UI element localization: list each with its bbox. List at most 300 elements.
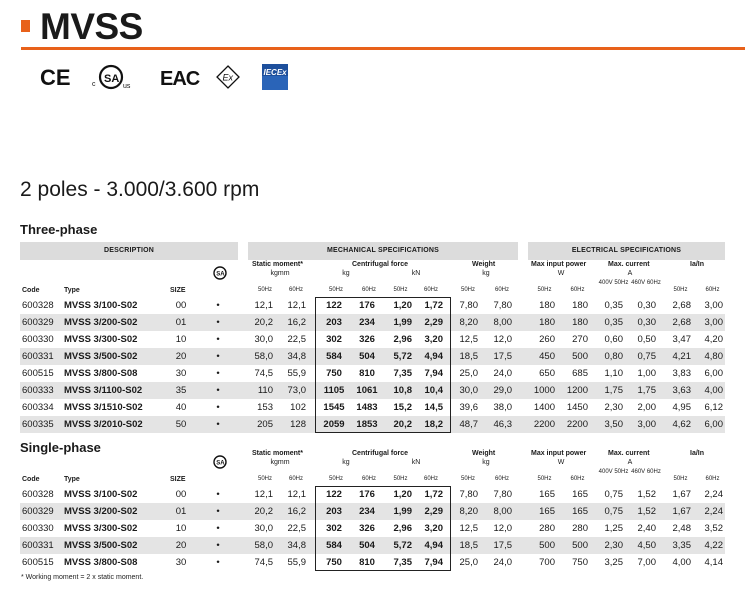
single-phase-title: Single-phase bbox=[20, 440, 101, 455]
page-title: MVSS bbox=[40, 6, 143, 47]
table-cell: 8,20 bbox=[459, 506, 478, 517]
table-cell: 1,72 bbox=[424, 489, 443, 500]
table-cell: 102 bbox=[290, 402, 306, 413]
table-cell: 25,0 bbox=[459, 557, 478, 568]
table-cell: 74,5 bbox=[254, 557, 273, 568]
table-cell: MVSS 3/100-S02 bbox=[64, 489, 138, 500]
table-cell: 326 bbox=[359, 523, 375, 534]
frequency-label: 60Hz bbox=[423, 287, 438, 293]
table-cell: 15,2 bbox=[393, 402, 412, 413]
table-cell: • bbox=[216, 385, 220, 396]
static-moment-unit: kgmm bbox=[270, 270, 290, 277]
table-cell: 55,9 bbox=[287, 368, 306, 379]
frequency-label: 50Hz bbox=[673, 287, 688, 293]
table-cell: 2,68 bbox=[672, 300, 691, 311]
footnote: * Working moment = 2 x static moment. bbox=[21, 574, 144, 581]
table-cell: 600515 bbox=[22, 368, 54, 379]
frequency-label: 60Hz bbox=[423, 476, 438, 482]
table-cell: 2,29 bbox=[424, 317, 443, 328]
table-cell: 4,80 bbox=[704, 351, 723, 362]
table-cell: 7,80 bbox=[493, 489, 512, 500]
table-cell: 650 bbox=[539, 368, 555, 379]
table-cell: 600515 bbox=[22, 557, 54, 568]
centrifugal-force-box bbox=[315, 486, 451, 571]
table-cell: 4,00 bbox=[672, 557, 691, 568]
frequency-label: 50Hz bbox=[537, 476, 552, 482]
table-cell: 1,72 bbox=[424, 300, 443, 311]
table-cell: 4,00 bbox=[704, 385, 723, 396]
table-cell: 30 bbox=[175, 557, 187, 568]
size-label: SIZE bbox=[170, 287, 186, 294]
table-cell: 8,00 bbox=[493, 506, 512, 517]
table-cell: 24,0 bbox=[493, 557, 512, 568]
table-cell: • bbox=[216, 317, 220, 328]
table-cell: 4,50 bbox=[637, 540, 656, 551]
table-cell: 234 bbox=[359, 317, 375, 328]
table-cell: 0,30 bbox=[637, 317, 656, 328]
max-current-label: Max. current bbox=[608, 450, 650, 457]
table-cell: 584 bbox=[326, 540, 342, 551]
voltage-frequency-label: 400V 50Hz bbox=[598, 280, 629, 286]
table-cell: 17,5 bbox=[493, 540, 512, 551]
table-cell: 0,35 bbox=[604, 317, 623, 328]
table-cell: • bbox=[216, 334, 220, 345]
table-cell: 2059 bbox=[323, 419, 345, 430]
table-cell: 4,94 bbox=[424, 351, 443, 362]
table-cell: 600331 bbox=[22, 351, 54, 362]
table-cell: 20,2 bbox=[393, 419, 412, 430]
svg-text:SA: SA bbox=[104, 73, 120, 85]
three-phase-title: Three-phase bbox=[20, 222, 98, 237]
table-cell: 600329 bbox=[22, 317, 54, 328]
frequency-label: 60Hz bbox=[705, 287, 720, 293]
table-cell: 12,0 bbox=[493, 523, 512, 534]
table-cell: 3,20 bbox=[424, 523, 443, 534]
max-input-power-label: Max input power bbox=[531, 261, 587, 268]
table-cell: MVSS 3/200-S02 bbox=[64, 317, 138, 328]
table-cell: 16,2 bbox=[287, 506, 306, 517]
table-cell: • bbox=[216, 402, 220, 413]
table-cell: 12,5 bbox=[459, 334, 478, 345]
table-cell: 1,52 bbox=[637, 489, 656, 500]
frequency-label: 50Hz bbox=[328, 287, 343, 293]
table-cell: 16,2 bbox=[287, 317, 306, 328]
table-cell: 0,30 bbox=[637, 300, 656, 311]
table-cell: 25,0 bbox=[459, 368, 478, 379]
table-cell: 0,75 bbox=[604, 506, 623, 517]
table-cell: 203 bbox=[326, 506, 342, 517]
table-cell: 3,00 bbox=[704, 300, 723, 311]
table-cell: 2,30 bbox=[604, 540, 623, 551]
table-cell: 14,5 bbox=[424, 402, 443, 413]
power-unit: W bbox=[557, 270, 565, 277]
table-cell: 3,25 bbox=[604, 557, 623, 568]
table-cell: 2,96 bbox=[393, 523, 412, 534]
table-cell: 2,00 bbox=[637, 402, 656, 413]
current-unit: A bbox=[627, 459, 633, 466]
table-cell: 600329 bbox=[22, 506, 54, 517]
table-cell: 500 bbox=[572, 351, 588, 362]
eac-mark-icon bbox=[160, 64, 200, 90]
title-rule bbox=[21, 47, 745, 50]
table-cell: • bbox=[216, 368, 220, 379]
csa-mark-icon bbox=[212, 455, 228, 469]
table-cell: 58,0 bbox=[254, 351, 273, 362]
csa-mark-icon bbox=[92, 64, 136, 92]
table-cell: 750 bbox=[572, 557, 588, 568]
table-cell: 500 bbox=[572, 540, 588, 551]
svg-text:SA: SA bbox=[216, 271, 225, 278]
section-title: 2 poles - 3.000/3.600 rpm bbox=[20, 178, 260, 201]
table-cell: 4,14 bbox=[704, 557, 723, 568]
table-cell: 180 bbox=[539, 317, 555, 328]
table-cell: • bbox=[216, 351, 220, 362]
table-cell: 30,0 bbox=[459, 385, 478, 396]
table-cell: 4,22 bbox=[704, 540, 723, 551]
svg-text:Ex: Ex bbox=[222, 72, 234, 83]
frequency-label: 50Hz bbox=[537, 287, 552, 293]
kg-unit: kg bbox=[342, 459, 350, 466]
table-cell: 3,50 bbox=[604, 419, 623, 430]
table-cell: 12,1 bbox=[254, 300, 273, 311]
frequency-label: 60Hz bbox=[361, 476, 376, 482]
table-cell: 12,1 bbox=[254, 489, 273, 500]
table-cell: 4,95 bbox=[672, 402, 691, 413]
table-cell: MVSS 3/800-S08 bbox=[64, 368, 138, 379]
table-cell: 584 bbox=[326, 351, 342, 362]
table-cell: 2,68 bbox=[672, 317, 691, 328]
table-cell: • bbox=[216, 300, 220, 311]
table-cell: 1,10 bbox=[604, 368, 623, 379]
ce-mark-icon bbox=[40, 64, 74, 90]
ex-mark-icon bbox=[214, 64, 242, 90]
table-cell: 24,0 bbox=[493, 368, 512, 379]
table-cell: 203 bbox=[326, 317, 342, 328]
table-cell: 1,99 bbox=[393, 317, 412, 328]
table-cell: 12,0 bbox=[493, 334, 512, 345]
table-cell: 122 bbox=[326, 489, 342, 500]
table-cell: 1,75 bbox=[637, 385, 656, 396]
table-cell: 5,72 bbox=[393, 351, 412, 362]
current-unit: A bbox=[627, 270, 633, 277]
table-cell: 165 bbox=[539, 506, 555, 517]
frequency-label: 60Hz bbox=[570, 287, 585, 293]
table-cell: 39,6 bbox=[459, 402, 478, 413]
frequency-label: 50Hz bbox=[328, 476, 343, 482]
static-moment-label: Static moment* bbox=[252, 450, 303, 457]
table-cell: • bbox=[216, 506, 220, 517]
code-label: Code bbox=[22, 287, 40, 294]
table-cell: 50 bbox=[175, 419, 187, 430]
table-cell: 0,35 bbox=[604, 300, 623, 311]
table-cell: 20,2 bbox=[254, 506, 273, 517]
table-cell: 600333 bbox=[22, 385, 54, 396]
table-cell: 1,25 bbox=[604, 523, 623, 534]
table-cell: 58,0 bbox=[254, 540, 273, 551]
table-cell: 4,94 bbox=[424, 540, 443, 551]
centrifugal-force-label: Centrifugal force bbox=[352, 261, 409, 268]
table-cell: 48,7 bbox=[459, 419, 478, 430]
power-unit: W bbox=[557, 459, 565, 466]
table-cell: 0,75 bbox=[637, 351, 656, 362]
table-cell: 10 bbox=[175, 334, 187, 345]
table-cell: 504 bbox=[359, 351, 375, 362]
frequency-label: 60Hz bbox=[361, 287, 376, 293]
table-cell: 600330 bbox=[22, 334, 54, 345]
table-cell: 810 bbox=[359, 557, 375, 568]
table-cell: 1,52 bbox=[637, 506, 656, 517]
frequency-label: 60Hz bbox=[705, 476, 720, 482]
table-cell: 2,96 bbox=[393, 334, 412, 345]
table-cell: 600328 bbox=[22, 300, 54, 311]
table-cell: 1,75 bbox=[604, 385, 623, 396]
table-cell: 280 bbox=[539, 523, 555, 534]
table-cell: 12,1 bbox=[287, 300, 306, 311]
table-cell: 34,8 bbox=[287, 540, 306, 551]
table-cell: • bbox=[216, 540, 220, 551]
table-cell: 00 bbox=[175, 489, 187, 500]
table-cell: 600330 bbox=[22, 523, 54, 534]
table-cell: 3,00 bbox=[637, 419, 656, 430]
table-cell: 260 bbox=[539, 334, 555, 345]
table-cell: 01 bbox=[175, 317, 187, 328]
table-cell: 30,0 bbox=[254, 334, 273, 345]
table-cell: 5,72 bbox=[393, 540, 412, 551]
type-label: Type bbox=[64, 476, 80, 483]
table-cell: 0,80 bbox=[604, 351, 623, 362]
table-cell: 20 bbox=[175, 351, 187, 362]
weight-label: Weight bbox=[472, 450, 496, 457]
table-cell: 8,20 bbox=[459, 317, 478, 328]
table-cell: 7,80 bbox=[459, 300, 478, 311]
table-cell: 7,94 bbox=[424, 557, 443, 568]
table-cell: 3,83 bbox=[672, 368, 691, 379]
table-cell: 46,3 bbox=[493, 419, 512, 430]
table-cell: 3,52 bbox=[704, 523, 723, 534]
table-cell: 6,12 bbox=[704, 402, 723, 413]
svg-text:SA: SA bbox=[216, 460, 225, 467]
table-cell: 600334 bbox=[22, 402, 54, 413]
table-cell: 1450 bbox=[566, 402, 588, 413]
table-cell: • bbox=[216, 489, 220, 500]
table-cell: 2200 bbox=[566, 419, 588, 430]
table-cell: 0,60 bbox=[604, 334, 623, 345]
table-cell: 35 bbox=[175, 385, 187, 396]
voltage-frequency-label: 460V 60Hz bbox=[631, 280, 661, 286]
table-cell: 74,5 bbox=[254, 368, 273, 379]
svg-text:c: c bbox=[92, 81, 96, 88]
table-cell: 504 bbox=[359, 540, 375, 551]
table-cell: 600331 bbox=[22, 540, 54, 551]
voltage-frequency-label: 400V 50Hz bbox=[598, 469, 629, 475]
table-cell: 1200 bbox=[566, 385, 588, 396]
frequency-label: 50Hz bbox=[257, 476, 272, 482]
table-cell: 40 bbox=[175, 402, 187, 413]
table-cell: 7,94 bbox=[424, 368, 443, 379]
table-cell: 6,00 bbox=[704, 368, 723, 379]
table-cell: 01 bbox=[175, 506, 187, 517]
frequency-label: 60Hz bbox=[494, 287, 509, 293]
table-cell: MVSS 3/200-S02 bbox=[64, 506, 138, 517]
table-cell: 1,67 bbox=[672, 506, 691, 517]
description-band: DESCRIPTION bbox=[20, 242, 238, 260]
table-cell: 17,5 bbox=[493, 351, 512, 362]
table-cell: 1,67 bbox=[672, 489, 691, 500]
table-cell: 165 bbox=[572, 489, 588, 500]
table-cell: 165 bbox=[539, 489, 555, 500]
max-input-power-label: Max input power bbox=[531, 450, 587, 457]
table-cell: 280 bbox=[572, 523, 588, 534]
table-cell: 180 bbox=[539, 300, 555, 311]
table-cell: MVSS 3/300-S02 bbox=[64, 334, 138, 345]
table-cell: MVSS 3/1510-S02 bbox=[64, 402, 143, 413]
table-cell: 3,63 bbox=[672, 385, 691, 396]
table-cell: 176 bbox=[359, 300, 375, 311]
table-cell: 4,21 bbox=[672, 351, 691, 362]
svg-text:CE: CE bbox=[40, 65, 71, 90]
table-cell: 270 bbox=[572, 334, 588, 345]
table-cell: 7,35 bbox=[393, 557, 412, 568]
table-cell: 1000 bbox=[533, 385, 555, 396]
centrifugal-force-box bbox=[315, 297, 451, 433]
frequency-label: 60Hz bbox=[494, 476, 509, 482]
table-cell: 234 bbox=[359, 506, 375, 517]
table-cell: 750 bbox=[326, 557, 342, 568]
table-cell: 0,50 bbox=[637, 334, 656, 345]
svg-text:EAC: EAC bbox=[160, 68, 200, 90]
frequency-label: 50Hz bbox=[393, 476, 408, 482]
table-cell: 3,47 bbox=[672, 334, 691, 345]
table-cell: 302 bbox=[326, 334, 342, 345]
table-cell: 20 bbox=[175, 540, 187, 551]
table-cell: 38,0 bbox=[493, 402, 512, 413]
table-cell: 2,24 bbox=[704, 489, 723, 500]
frequency-label: 60Hz bbox=[288, 476, 303, 482]
table-cell: MVSS 3/300-S02 bbox=[64, 523, 138, 534]
table-cell: 205 bbox=[257, 419, 273, 430]
table-cell: 2,48 bbox=[672, 523, 691, 534]
table-cell: 1061 bbox=[356, 385, 378, 396]
static-moment-unit: kgmm bbox=[270, 459, 290, 466]
table-cell: 20,2 bbox=[254, 317, 273, 328]
table-cell: MVSS 3/500-S02 bbox=[64, 351, 138, 362]
table-cell: 1,00 bbox=[637, 368, 656, 379]
table-cell: 153 bbox=[257, 402, 273, 413]
table-cell: 3,35 bbox=[672, 540, 691, 551]
table-cell: 3,20 bbox=[424, 334, 443, 345]
table-cell: 7,00 bbox=[637, 557, 656, 568]
svg-text:IECEx: IECEx bbox=[263, 68, 287, 77]
table-cell: 2,40 bbox=[637, 523, 656, 534]
table-cell: 18,5 bbox=[459, 351, 478, 362]
table-cell: MVSS 3/1100-S02 bbox=[64, 385, 143, 396]
table-cell: MVSS 3/2010-S02 bbox=[64, 419, 143, 430]
table-cell: 122 bbox=[326, 300, 342, 311]
table-cell: 4,20 bbox=[704, 334, 723, 345]
table-cell: 29,0 bbox=[493, 385, 512, 396]
table-cell: 73,0 bbox=[287, 385, 306, 396]
table-cell: 128 bbox=[290, 419, 306, 430]
voltage-frequency-label: 460V 60Hz bbox=[631, 469, 661, 475]
table-cell: 3,00 bbox=[704, 317, 723, 328]
frequency-label: 50Hz bbox=[460, 287, 475, 293]
frequency-label: 50Hz bbox=[257, 287, 272, 293]
table-cell: 1,20 bbox=[393, 489, 412, 500]
table-cell: 176 bbox=[359, 489, 375, 500]
table-cell: 1,20 bbox=[393, 300, 412, 311]
title-accent-square bbox=[21, 20, 30, 32]
table-cell: • bbox=[216, 419, 220, 430]
table-cell: 55,9 bbox=[287, 557, 306, 568]
centrifugal-force-label: Centrifugal force bbox=[352, 450, 409, 457]
table-cell: 30,0 bbox=[254, 523, 273, 534]
table-cell: 7,35 bbox=[393, 368, 412, 379]
table-cell: 326 bbox=[359, 334, 375, 345]
table-cell: MVSS 3/800-S08 bbox=[64, 557, 138, 568]
table-cell: MVSS 3/500-S02 bbox=[64, 540, 138, 551]
table-cell: 0,75 bbox=[604, 489, 623, 500]
table-cell: • bbox=[216, 523, 220, 534]
table-cell: 180 bbox=[572, 317, 588, 328]
table-cell: 18,5 bbox=[459, 540, 478, 551]
table-cell: 2200 bbox=[533, 419, 555, 430]
table-cell: 7,80 bbox=[459, 489, 478, 500]
table-cell: 685 bbox=[572, 368, 588, 379]
frequency-label: 50Hz bbox=[460, 476, 475, 482]
iecex-mark-icon bbox=[262, 64, 288, 90]
table-cell: 22,5 bbox=[287, 334, 306, 345]
table-cell: 2,30 bbox=[604, 402, 623, 413]
table-cell: 600328 bbox=[22, 489, 54, 500]
table-cell: 165 bbox=[572, 506, 588, 517]
table-cell: 10 bbox=[175, 523, 187, 534]
electrical-band: ELECTRICAL SPECIFICATIONS bbox=[528, 242, 725, 260]
kn-unit: kN bbox=[411, 270, 421, 277]
size-label: SIZE bbox=[170, 476, 186, 483]
weight-unit: kg bbox=[482, 459, 490, 466]
table-cell: 600335 bbox=[22, 419, 54, 430]
table-cell: 110 bbox=[257, 385, 273, 396]
table-cell: 500 bbox=[539, 540, 555, 551]
table-cell: 8,00 bbox=[493, 317, 512, 328]
table-cell: 2,29 bbox=[424, 506, 443, 517]
table-cell: 6,00 bbox=[704, 419, 723, 430]
table-cell: • bbox=[216, 557, 220, 568]
type-label: Type bbox=[64, 287, 80, 294]
table-cell: 302 bbox=[326, 523, 342, 534]
table-cell: 30 bbox=[175, 368, 187, 379]
ia-in-label: Ia/In bbox=[690, 450, 705, 457]
weight-unit: kg bbox=[482, 270, 490, 277]
table-cell: 1400 bbox=[533, 402, 555, 413]
table-cell: 700 bbox=[539, 557, 555, 568]
code-label: Code bbox=[22, 476, 40, 483]
weight-label: Weight bbox=[472, 261, 496, 268]
table-cell: 00 bbox=[175, 300, 187, 311]
max-current-label: Max. current bbox=[608, 261, 650, 268]
table-cell: 810 bbox=[359, 368, 375, 379]
static-moment-label: Static moment* bbox=[252, 261, 303, 268]
table-cell: 4,62 bbox=[672, 419, 691, 430]
svg-text:us: us bbox=[123, 83, 131, 90]
table-cell: 7,80 bbox=[493, 300, 512, 311]
table-cell: 1,99 bbox=[393, 506, 412, 517]
table-cell: 2,24 bbox=[704, 506, 723, 517]
table-cell: 450 bbox=[539, 351, 555, 362]
kn-unit: kN bbox=[411, 459, 421, 466]
ia-in-label: Ia/In bbox=[690, 261, 705, 268]
csa-mark-icon bbox=[212, 266, 228, 280]
